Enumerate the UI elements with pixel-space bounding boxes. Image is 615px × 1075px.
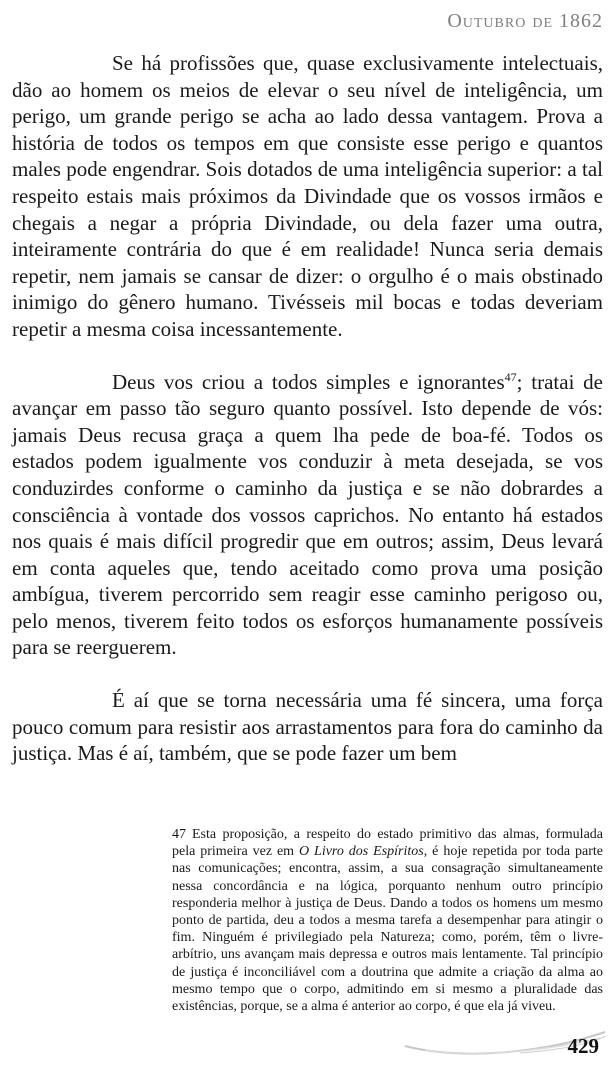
paragraph-1: Se há profissões que, quase exclusivamente intelectuais, dão ao homem os meios de elevar o seu nível de inteligência, um perigo, um grande perigo se acha ao lado dessa vantagem. Prova a história de todos os tempos em que consiste esse perigo e quantos males pode engendrar. Sois dotados de uma inteligência superior: a tal respeito estais mais próximos da Divindade que os vossos irmãos e chegais a negar a própria Divindade, ou dela fazer uma outra, inteiramente contrária do que é em realidade! Nunca seria demais repetir, nem jamais se cansar de dizer: o orgulho é o mais obstinado inimigo do gênero humano. Tivésseis mil bocas e todas deveriam repetir a mesma coisa incessantemente. — [12, 51, 603, 341]
footnote-reference[interactable]: 47 — [504, 369, 517, 384]
footnote-text-start: Esta proposição, a respeito do estado primitivo das almas, formulada pela primeira vez em — [172, 827, 603, 860]
paragraph-3: É aí que se torna necessária uma fé sincera, uma força pouco comum para resistir aos arrastamentos para fora do caminho da justiça. Mas é aí, também, que se pode fazer um bem — [12, 688, 603, 766]
body-text — [12, 50, 603, 793]
footnote-text-rest: , é hoje repetida por toda parte nas comunicações; encontra, assim, a sua consagração simultaneamente nessa concordância e na lógica, porquanto nenhum outro princípio responderia melhor à justiça de Deus. Dando a todos os homens um mesmo ponto de partida, deu a todos a mesma tarefa a desempenhar para atingir o fim. Ninguém é privilegiado pela Natureza; como, porém, têm o livre-arbítrio, uns avançam mais depressa e outros mais lentamente. Tal princípio de justiça é inconciliável com a doutrina que admite a criação da alma ao mesmo tempo que o corpo, admitindo em si mesmo a pluralidade das existências, porque, se a alma é anterior ao corpo, é que ela já viveu. — [172, 844, 603, 1015]
paragraph-2-rest: ; tratai de avançar em passo tão seguro quanto possível. Isto depende de vós: jamais Deus recusa graça a quem lha pede de boa-fé. Todos os estados podem igualmente vos conduzir à meta desejada, se vos conduzirdes conforme o caminho da justiça e se não dobrardes a consciência à vontade dos vossos caprichos. No entanto há estados nos quais é mais difícil progredir que em outros; assim, Deus levará em conta aqueles que, tendo aceitado como prova uma posição ambígua, tiverem percorrido sem reagir esse caminho perigoso ou, pelo menos, tiverem feito todos os esforços humanamente possíveis para se reerguerem. — [12, 369, 604, 660]
footnote-47 — [172, 826, 603, 1015]
paragraph-2 — [12, 369, 603, 662]
running-header: Outubro de 1862 — [447, 10, 603, 32]
footnote-number: 47 — [172, 827, 186, 842]
page-number: 429 — [567, 1034, 599, 1058]
paragraph-2-start: Deus vos criou a todos simples e ignorantes — [112, 369, 505, 394]
footnote-book-title: O Livro dos Espíritos — [299, 844, 424, 860]
